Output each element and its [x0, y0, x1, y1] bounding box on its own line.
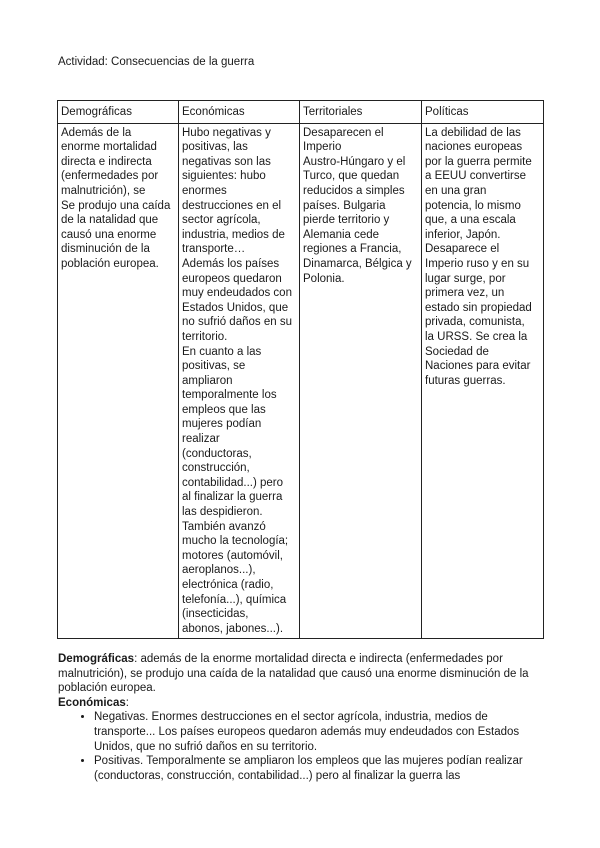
summary-demograficas	[58, 652, 548, 696]
summary-demograficas-label: Demográficas	[58, 653, 135, 665]
cell-demograficas-text: Además de la enorme mortalidad directa e indirecta (enfermedades por malnutrición), se Se produjo una caída de la natalidad que causó una enorme disminución de la población europea.	[61, 126, 171, 270]
list-item: • Negativas. Enormes destrucciones en el sector agrícola, industria, medios de transporte... Los países europeos quedaron además muy endeudados con Estados Unidos, que no sufrió daños en su territorio.	[94, 710, 548, 754]
header-territoriales: Territoriales	[300, 101, 422, 124]
summary-economicas-colon: :	[125, 696, 129, 709]
cell-territoriales	[300, 123, 422, 639]
summary-section	[58, 652, 548, 783]
table-header-row	[58, 101, 544, 124]
header-politicas: Políticas	[422, 101, 544, 124]
summary-demograficas-text: : además de la enorme mortalidad directa e indirecta (enfermedades por malnutrición), se produjo una caída de la natalidad que causó una enorme disminución de la población europea.	[58, 653, 529, 695]
cell-politicas	[422, 123, 544, 639]
summary-economicas-heading	[58, 696, 548, 711]
cell-economicas	[179, 123, 300, 639]
header-economicas: Económicas	[179, 101, 300, 124]
cell-territoriales-text: Desaparecen el Imperio Austro-Húngaro y el Turco, que quedan reducidos a simples países. Bulgaria pierde territorio y Alemania cede regiones a Francia, Dinamarca, Bélgica y Polonia.	[303, 126, 412, 285]
document-title: Actividad: Consecuencias de la guerra	[58, 56, 255, 68]
cell-demograficas	[58, 123, 179, 639]
cell-politicas-text: La debilidad de las naciones europeas por la guerra permite a EEUU convertirse en una gran potencia, lo mismo que, a una escala inferior, Japón. Desaparece el Imperio ruso y en su lugar surge, por primera vez, un estado sin propiedad privada, comunista, la URSS. Se crea la Sociedad de Naciones para evitar futuras guerras.	[425, 126, 532, 387]
list-item: • Positivas. Temporalmente se ampliaron los empleos que las mujeres podían realizar (conductoras, construcción, contabilidad...) pero al finalizar la guerra las	[94, 754, 548, 783]
consequences-table	[57, 100, 544, 639]
summary-economicas-list	[58, 710, 548, 783]
summary-economicas-label: Económicas	[58, 696, 126, 709]
table-row	[58, 123, 544, 639]
header-demograficas: Demográficas	[58, 101, 179, 124]
cell-economicas-text: Hubo negativas y positivas, las negativas son las siguientes: hubo enormes destrucciones en el sector agrícola, industria, medios de transporte… Además los países europeos quedaron muy endeudados con Estados Unidos, que no sufrió daños en su territorio. En cuanto a las positivas, se ampliaron temporalmente los empleos que las mujeres podían realizar (conductoras, construcción, contabilidad...) pero al finalizar la guerra las despidieron. También avanzó mucho la tecnología; motores (automóvil, aeroplanos...), electrónica (radio, telefonía...), química (insecticidas, abonos, jabones...).	[182, 126, 292, 635]
